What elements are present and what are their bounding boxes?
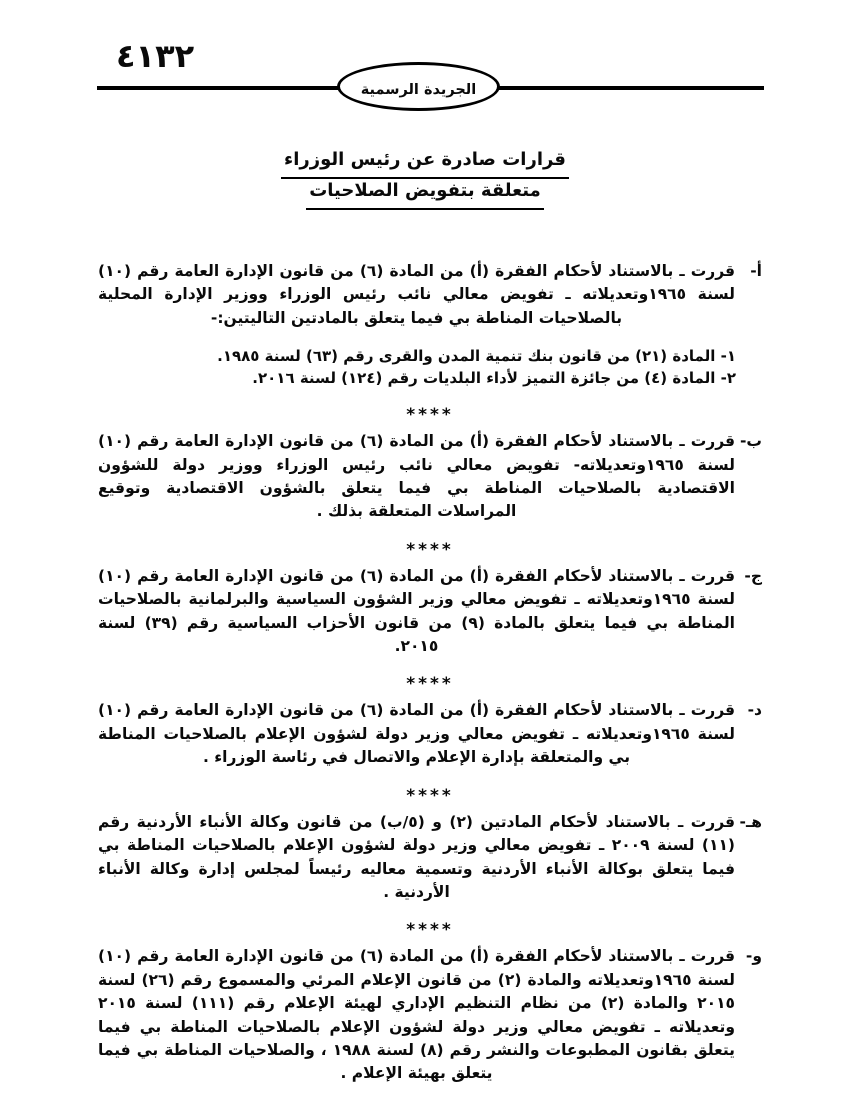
decision-a (98, 260, 762, 389)
document-body (98, 260, 762, 1086)
decision-text: قررت ـ بالاستناد لأحكام الفقرة (أ) من المادة (٦) من قانون الإدارة العامة رقم (١٠) لسنة ١٩٦٥وتعديلاته والمادة (٢) من قانون الإعلام المرئي والمسموع رقم (٢٦) لسنة ٢٠١٥ والمادة (٢) من نظام التنظيم الإداري لهيئة الإعلام رقم (١١١) لسنة ٢٠١٥ وتعديلاته ـ تفويض معالي وزير دولة لشؤون الإعلام بالصلاحيات المناطة بي فيما يتعلق بقانون المطبوعات والنشر رقم (٨) لسنة ١٩٨٨ ، والصلاحيات المناطة بي فيما يتعلق بهيئة الإعلام . (98, 947, 736, 1083)
title-line-2: متعلقة بتفويض الصلاحيات (306, 179, 544, 210)
decision-j (98, 565, 762, 659)
decision-text: قررت ـ بالاستناد لأحكام الفقرة (أ) من المادة (٦) من قانون الإدارة العامة رقم (١٠) لسنة ١٩٦٥وتعديلاته ـ تفويض معالي وزير الشؤون السياسية والبرلمانية بالصلاحيات المناطة بي فيما يتعلق بالمادة (٩) من قانون الأحزاب السياسية رقم (٣٩) لسنة ٢٠١٥. (98, 566, 735, 656)
section-separator: **** (406, 785, 454, 806)
decision-h (98, 811, 762, 905)
page-header (0, 0, 850, 120)
section-separator: **** (406, 920, 454, 941)
decision-text: قررت ـ بالاستناد لأحكام الفقرة (أ) من المادة (٦) من قانون الإدارة العامة رقم (١٠) لسنة ١٩٦٥وتعديلاته- تفويض معالي نائب رئيس الوزراء ووزير دولة للشؤون الاقتصادية بالصلاحيات المناطة بي فيما يتعلق بالشؤون الاقتصادية وتوقيع المراسلات المتعلقة بذلك . (98, 432, 735, 521)
gazette-name: الجريدة الرسمية (360, 81, 477, 98)
decision-paragraph (98, 699, 762, 769)
decision-paragraph (98, 430, 762, 524)
document-title (0, 148, 850, 210)
decision-paragraph (98, 260, 762, 330)
title-line-1: قرارات صادرة عن رئيس الوزراء (281, 148, 569, 179)
decision-marker: ج- (744, 566, 762, 585)
page-number: ٤١٣٢ (116, 37, 195, 75)
decision-d (98, 699, 762, 769)
section-separator: **** (406, 674, 454, 695)
decision-marker: د- (747, 701, 762, 720)
decision-text: قررت ـ بالاستناد لأحكام المادتين (٢) و (٥/ب) من قانون وكالة الأنباء الأردنية رقم (١١) لسنة ٢٠٠٩ ـ تفويض معالي وزير دولة لشؤون الإعلام بالصلاحيات المناطة بي فيما يتعلق بوكالة الأنباء الأردنية وتسمية معاليه رئيساً لمجلس إدارة وكالة الأنباء الأردنية . (98, 812, 736, 901)
decision-paragraph (98, 565, 762, 659)
decision-sub-items (98, 345, 736, 389)
section-separator: **** (406, 405, 454, 426)
decision-marker: أ- (750, 262, 762, 280)
decision-paragraph (98, 811, 762, 905)
gazette-name-badge (337, 62, 500, 111)
decision-w (98, 945, 762, 1085)
decision-text: قررت ـ بالاستناد لأحكام الفقرة (أ) من المادة (٦) من قانون الإدارة العامة رقم (١٠) لسنة ١٩٦٥وتعديلاته ـ تفويض معالي نائب رئيس الوزراء ووزير الإدارة المحلية بالصلاحيات المناطة بي فيما يتعلق بالمادتين التاليتين:- (98, 262, 735, 327)
decision-text: قررت ـ بالاستناد لأحكام الفقرة (أ) من المادة (٦) من قانون الإدارة العامة رقم (١٠) لسنة ١٩٦٥وتعديلاته ـ تفويض معالي وزير دولة لشؤون الإعلام بالصلاحيات المناطة بي والمتعلقة بإدارة الإعلام والاتصال في رئاسة الوزراء . (98, 701, 735, 767)
sub-item-1: ١- المادة (٢١) من قانون بنك تنمية المدن والقرى رقم (٦٣) لسنة ١٩٨٥. (217, 347, 736, 366)
decision-marker: و- (745, 947, 762, 966)
decision-paragraph (98, 945, 762, 1085)
decision-b (98, 430, 762, 524)
decision-marker: هـ- (739, 812, 762, 831)
section-separator: **** (406, 539, 454, 560)
sub-item-2: ٢- المادة (٤) من جائزة التميز لأداء البلديات رقم (١٢٤) لسنة ٢٠١٦. (252, 369, 736, 388)
decision-marker: ب- (739, 432, 762, 451)
